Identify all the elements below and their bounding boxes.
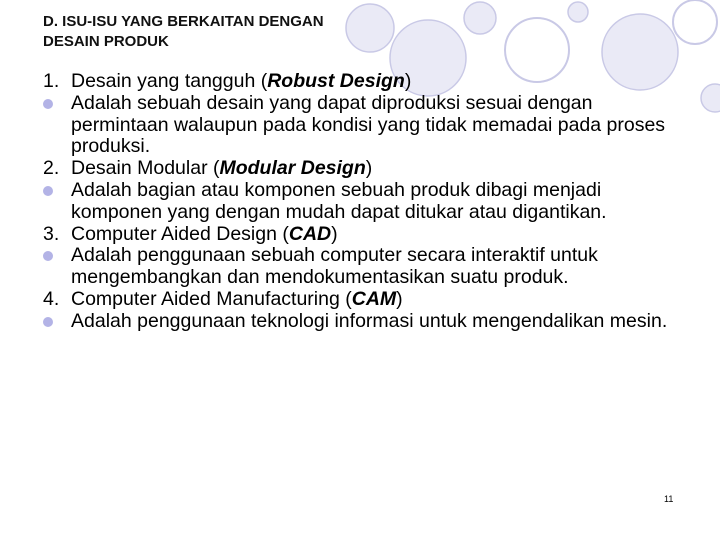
numbered-item bbox=[43, 158, 683, 180]
item-number: 4. bbox=[43, 287, 60, 310]
bullet-item bbox=[43, 311, 683, 333]
numbered-item bbox=[43, 289, 683, 311]
heading-text: Computer Aided Manufacturing ( bbox=[71, 287, 352, 310]
item-description: Adalah penggunaan sebuah computer secara interaktif untuk mengembangkan dan mendokumentasikan suatu produk. bbox=[71, 244, 598, 289]
numbered-item bbox=[43, 71, 683, 93]
heading-term: Robust Design bbox=[267, 70, 405, 92]
heading-text: Desain yang tangguh ( bbox=[71, 70, 268, 92]
bullet-marker bbox=[43, 93, 71, 115]
item-description: Adalah sebuah desain yang dapat diproduksi sesuai dengan permintaan walaupun pada kondisi yang tidak memadai pada proses produksi. bbox=[71, 91, 666, 158]
bullet-marker bbox=[43, 180, 71, 202]
title-line: DESAIN PRODUK bbox=[43, 33, 169, 50]
heading-text: ) bbox=[396, 287, 403, 310]
item-number: 1. bbox=[43, 70, 60, 92]
bullet-dot-icon bbox=[43, 99, 53, 109]
bullet-dot-icon bbox=[43, 186, 53, 196]
item-heading bbox=[71, 224, 683, 246]
bullet-marker bbox=[43, 311, 71, 333]
page-number: 11 bbox=[664, 494, 674, 504]
heading-term: CAD bbox=[288, 222, 332, 245]
heading-text: ) bbox=[331, 222, 338, 245]
bullet-dot-icon bbox=[43, 317, 53, 327]
item-description: Adalah bagian atau komponen sebuah produk dibagi menjadi komponen yang dengan mudah dapat ditukar atau digantikan. bbox=[71, 178, 607, 223]
slide-title bbox=[43, 12, 483, 52]
decor-circle bbox=[568, 2, 588, 22]
bullet-marker bbox=[43, 245, 71, 267]
item-heading bbox=[71, 71, 683, 93]
item-heading bbox=[71, 158, 683, 180]
item-number: 3. bbox=[43, 222, 60, 245]
bullet-item bbox=[43, 245, 683, 289]
decor-circle bbox=[701, 84, 720, 112]
heading-term: CAM bbox=[351, 287, 397, 310]
numbered-item bbox=[43, 224, 683, 246]
heading-text: Desain Modular ( bbox=[71, 157, 220, 180]
heading-text: Computer Aided Design ( bbox=[71, 222, 289, 245]
title-line: D. ISU-ISU YANG BERKAITAN DENGAN bbox=[43, 13, 324, 30]
heading-text: ) bbox=[404, 70, 412, 92]
bullet-item bbox=[43, 93, 683, 158]
bullet-item bbox=[43, 180, 683, 224]
item-description: Adalah penggunaan teknologi informasi untuk mengendalikan mesin. bbox=[71, 309, 668, 332]
heading-term: Modular Design bbox=[219, 157, 366, 180]
content-list bbox=[43, 71, 683, 333]
heading-text: ) bbox=[365, 157, 373, 180]
item-number: 2. bbox=[43, 157, 60, 180]
bullet-dot-icon bbox=[43, 251, 53, 261]
item-heading bbox=[71, 289, 683, 311]
decor-circle bbox=[673, 0, 717, 44]
